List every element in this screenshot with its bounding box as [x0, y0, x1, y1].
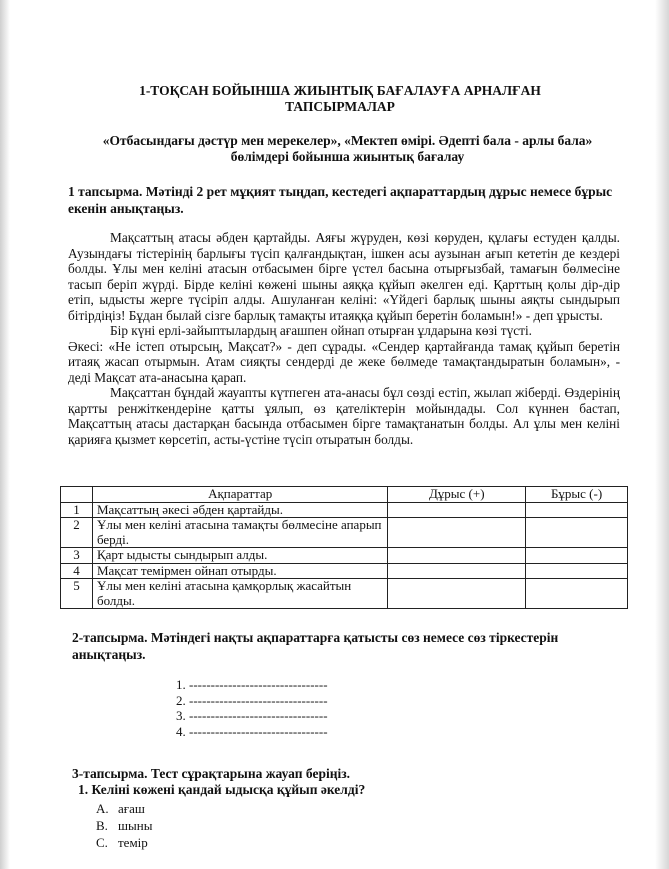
option-text: шыны — [118, 818, 153, 833]
story-text — [68, 230, 620, 447]
option-letter: B. — [96, 818, 108, 833]
table-header: Дұрыс (+) — [388, 487, 526, 503]
page-title — [60, 83, 620, 114]
row-number: 1 — [61, 502, 93, 518]
row-number: 5 — [61, 579, 93, 609]
true-cell[interactable] — [388, 563, 526, 579]
option-c[interactable] — [96, 834, 152, 851]
scan-shadow-left — [0, 0, 10, 869]
question-1: 1. Келіні көжені қандай ыдысқа құйып әкелді? — [78, 782, 366, 797]
row-statement: Ұлы мен келіні атасына қамқорлық жасайтын болды. — [92, 579, 387, 609]
table-header-row — [61, 487, 628, 503]
story-paragraph: Мақсаттың атасы әбден қартайды. Аяғы жүруден, көзі көруден, құлағы естуден қалды. Аузындағы тістерінің барлығы түсіп қалғандықтан, ішкен асы аузынан ағып кететін де кездері болды. Ұлы мен келіні атасын отбасымен бірге үстел басына отырғызбай, тамағын бөлмесіне тасып беріп жүрді. Бірде келіні көженi шыны аяққа құйып әкелген еді. Қарттың қолы дір-дір етіп, ыдысты жерге түсіріп алды. Ашуланған келіні: «Үйдегі барлық шыны аяқты сындырып бітірдіңіз! Бұдан былай сізге барлық тамақты итаяққа құйып беретін боламын!» - деп ұрысты. — [68, 230, 620, 323]
row-number: 4 — [61, 563, 93, 579]
answer-lines — [176, 677, 328, 739]
story-paragraph: Бір күні ерлі-зайыптылардың ағашпен ойнап отырған ұлдарына көзі түсті. — [110, 323, 533, 338]
option-b[interactable] — [96, 817, 152, 834]
table-row — [61, 518, 628, 548]
task1-heading: 1 тапсырма. Мәтінді 2 рет мұқият тыңдап, кестедегі ақпараттардың дұрыс немесе бұрыс екенін анықтаңыз. — [68, 184, 613, 216]
answer-line[interactable]: 1. -------------------------------- — [176, 677, 328, 692]
subtitle-line-1: «Отбасындағы дәстүр мен мерекелер», «Мектеп өмірі. Әдепті бала - арлы бала» — [102, 133, 593, 148]
table-header: Бұрыс (-) — [526, 487, 628, 503]
false-cell[interactable] — [526, 518, 628, 548]
option-text: темір — [118, 835, 148, 850]
true-cell[interactable] — [388, 518, 526, 548]
title-line-2: ТАПСЫРМАЛАР — [285, 98, 395, 114]
option-letter: C. — [96, 835, 108, 850]
table-row — [61, 579, 628, 609]
title-line-1: 1-ТОҚСАН БОЙЫНША ЖИЫНТЫҚ БАҒАЛАУҒА АРНАЛҒАН — [139, 83, 541, 98]
table-header: Ақпараттар — [92, 487, 387, 503]
table-row — [61, 548, 628, 564]
row-statement: Ұлы мен келіні атасына тамақты бөлмесіне апарып берді. — [92, 518, 387, 548]
row-statement: Қарт ыдысты сындырып алды. — [92, 548, 387, 564]
table-header — [61, 487, 93, 503]
task2-heading: 2-тапсырма. Мәтіндегі нақты ақпараттарға қатысты сөз немесе сөз тіркестерін анықтаңыз. — [72, 630, 559, 662]
false-cell[interactable] — [526, 563, 628, 579]
story-paragraph: Мақсаттан бұндай жауапты күтпеген ата-анасы бұл сөзді естіп, жылап жіберді. Өздерінің қартты ренжіткендеріне қатты ұялып, өз қателіктерін мойындады. Сол күннен бастап, Мақсаттың атасы дастарқан басында отбасымен бірге тамақтанатын болды. Ал ұлы мен келіні қарияға қызмет көрсетіп, асты-үстіне түсіп отыратын болды. — [68, 385, 620, 447]
table-row — [61, 563, 628, 579]
subtitle-line-2: бөлімдері бойынша жиынтық бағалау — [230, 148, 465, 164]
answer-options — [96, 800, 152, 851]
option-letter: A. — [96, 801, 109, 816]
false-cell[interactable] — [526, 502, 628, 518]
row-number: 3 — [61, 548, 93, 564]
option-a[interactable] — [96, 800, 152, 817]
true-false-table — [60, 486, 628, 609]
row-statement: Мақсаттың әкесі әбден қартайды. — [92, 502, 387, 518]
page-subtitle — [60, 133, 635, 164]
row-number: 2 — [61, 518, 93, 548]
row-statement: Мақсат темірмен ойнап отырды. — [92, 563, 387, 579]
scan-shadow-right — [655, 0, 669, 869]
answer-line[interactable]: 2. -------------------------------- — [176, 692, 328, 708]
false-cell[interactable] — [526, 548, 628, 564]
true-cell[interactable] — [388, 548, 526, 564]
true-cell[interactable] — [388, 502, 526, 518]
answer-line[interactable]: 4. -------------------------------- — [176, 723, 328, 739]
table-row — [61, 502, 628, 518]
option-text: ағаш — [118, 801, 145, 816]
true-cell[interactable] — [388, 579, 526, 609]
answer-line[interactable]: 3. -------------------------------- — [176, 708, 328, 723]
false-cell[interactable] — [526, 579, 628, 609]
story-paragraph: Әкесі: «Не істеп отырсың, Мақсат?» - деп сұрады. «Сендер қартайғанда тамақ құйып беретін итаяқ жасап отырмын. Атам сияқты сендерді де жеке бөлмеде тамақтандыратын боламын», - деді Мақсат ата-анасына қарап. — [68, 338, 620, 385]
task3-heading: 3-тапсырма. Тест сұрақтарына жауап беріңіз. — [72, 766, 351, 781]
